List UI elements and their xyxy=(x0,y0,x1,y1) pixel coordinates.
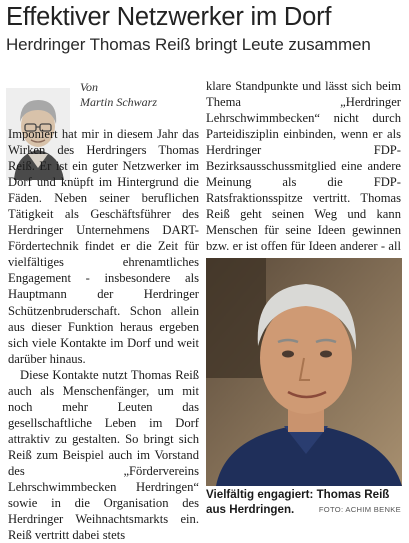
photo-caption: Vielfältig engagiert: Thomas Reiß aus Herdringen. xyxy=(206,488,390,516)
main-photo xyxy=(206,258,402,486)
byline xyxy=(80,80,157,110)
headline: Effektiver Netzwerker im Dorf xyxy=(6,3,332,31)
lead-paragraph xyxy=(8,126,199,367)
byline-von: Von xyxy=(80,80,98,94)
lead-paragraph-text: Imponiert hat mir in diesem Jahr das Wirken des Herdringers Thomas Reiß. Er ist ein guter Netzwerker im Dorf und knüpft im Hintergrund die Fäden. Neben seiner beruflichen Tätigkeit als Geschäftsführer des Herdringer Unternehmens DART-Fördertechnik findet er die Zeit für vielfältiges ehrenamtliches Engagement - insbesondere als Hauptmann der Herdringer Schützenbruderschaft. Schon allein aus dieser Funktion heraus ergeben sich viele Kontakte im Dorf und weit darüber hinaus. xyxy=(8,127,199,366)
second-paragraph: Diese Kontakte nutzt Thomas Reiß auch als Menschenfänger, um mit noch mehr Leuten das gesellschaftliche Leben im Dorf attraktiv zu gestalten. So bringt sich Reiß zum Beispiel auch im Vorstand des „Fördervereins Lehrschwimmbecken Herdringen“ sowie in die Organisation des Herdringer Weihnachtsmarkts ein. Reiß vertritt dabei stets xyxy=(8,367,199,543)
thomas-reiss-portrait-image xyxy=(206,258,402,486)
column-left xyxy=(8,126,199,543)
column-right xyxy=(206,78,401,271)
right-paragraph: klare Standpunkte und lässt sich beim Thema „Herdringer Lehrschwimmbecken“ nicht durch Parteidisziplin einbinden, wenn er als Herdringer FDP-Bezirksausschussmitglied eine andere Meinung als die FDP-Ratsfraktionsspitze vertritt. Thomas Reiß geht seinen Weg und kann Menschen für seine Ideen gewinnen bzw. er ist offen für Ideen anderer - all xyxy=(206,79,401,254)
subheadline: Herdringer Thomas Reiß bringt Leute zusammen xyxy=(6,35,371,54)
byline-author: Martin Schwarz xyxy=(80,95,158,109)
photo-credit: FOTO: ACHIM BENKE xyxy=(318,505,401,514)
